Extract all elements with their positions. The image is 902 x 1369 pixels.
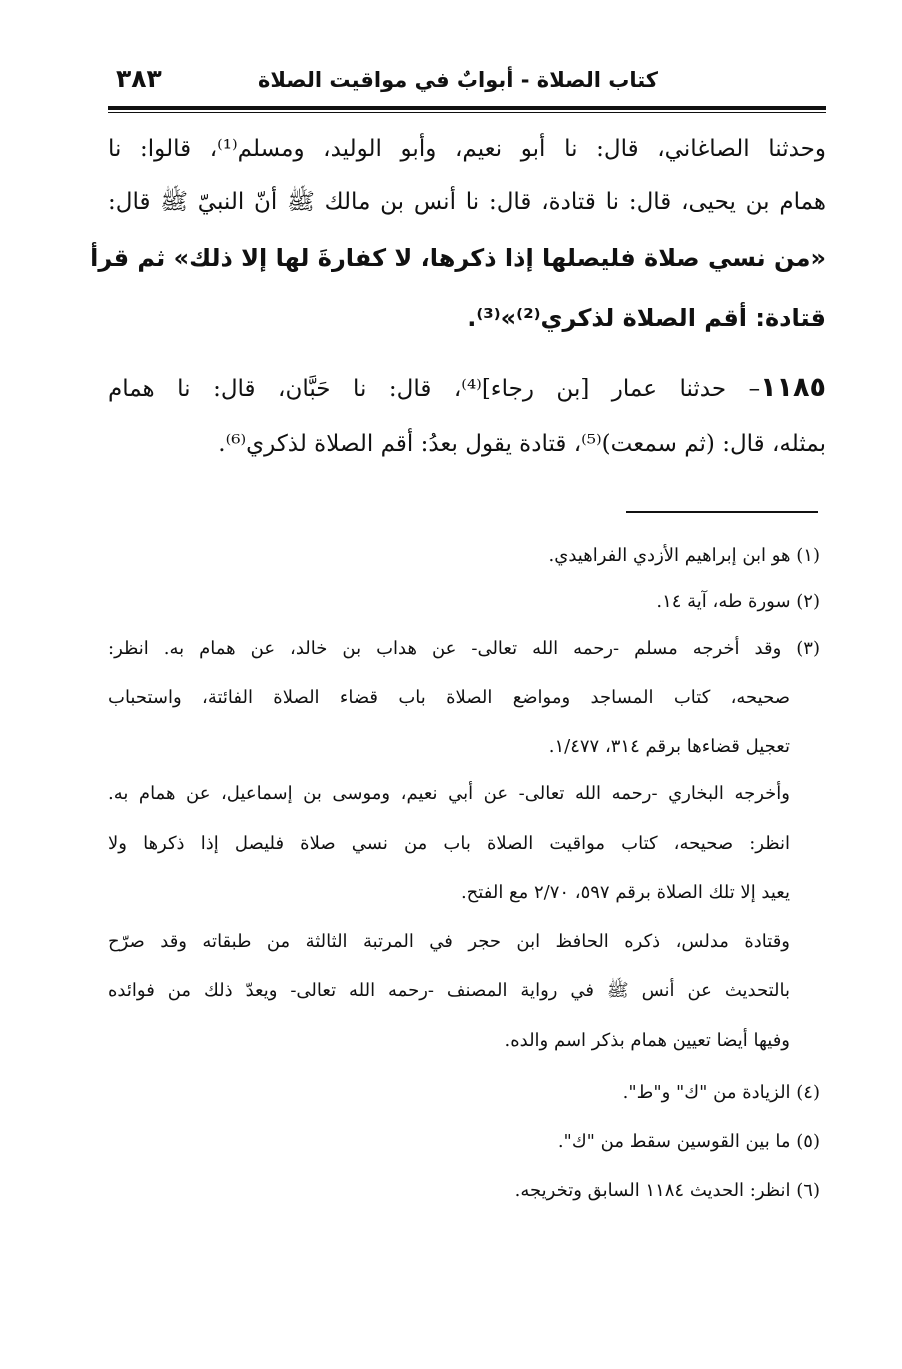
- body-line-4: قتادة: أقم الصلاة لذكري⁽²⁾»⁽³⁾.: [467, 304, 826, 332]
- footnote-5: (٥) ما بين القوسين سقط من "ك".: [557, 1131, 820, 1152]
- footnote-3-line-6: يعيد إلا تلك الصلاة برقم ٥٩٧، ٢/٧٠ مع الفتح.: [460, 882, 790, 903]
- header-rule-thin: [108, 112, 826, 113]
- page-number: ٣٨٣: [116, 64, 162, 93]
- footnote-3-line-4: وأخرجه البخاري -رحمه الله تعالى- عن أبي نعيم، وموسى بن إسماعيل، عن همام به.: [108, 783, 790, 804]
- footnote-separator: [626, 511, 818, 513]
- body-line-6: بمثله، قال: (ثم سمعت)⁽⁵⁾، قتادة يقول بعدُ: أقم الصلاة لذكري⁽⁶⁾.: [218, 431, 826, 457]
- footnote-4: (٤) الزيادة من "ك" و"ط".: [622, 1082, 820, 1103]
- header-rule-thick: [108, 106, 826, 110]
- footnote-3-line-9: وفيها أيضا تعيين همام بذكر اسم والده.: [504, 1030, 790, 1051]
- body-line-5: [108, 364, 826, 412]
- footnote-3-line-7: وقتادة مدلس، ذكره الحافظ ابن حجر في المرتبة الثالثة من طبقاته وقد صرّح: [108, 931, 790, 952]
- hadith-number: ١١٨٥: [760, 372, 826, 403]
- footnote-6: (٦) انظر: الحديث ١١٨٤ السابق وتخريجه.: [514, 1180, 820, 1201]
- footnote-3-line-5: انظر: صحيحه، كتاب مواقيت الصلاة باب من نسي صلاة فليصل إذا ذكرها ولا: [108, 833, 790, 854]
- running-title: كتاب الصلاة - أبوابٌ في مواقيت الصلاة: [257, 68, 658, 92]
- body-line-5-text: – حدثنا عمار [بن رجاء]⁽⁴⁾، قال: نا حَبَّان، قال: نا همام: [108, 376, 761, 402]
- footnote-1: (١) هو ابن إبراهيم الأزدي الفراهيدي.: [548, 545, 820, 566]
- body-line-2: همام بن يحيى، قال: نا قتادة، قال: نا أنس بن مالك ﷺ أنّ النبيّ ﷺ قال:: [108, 189, 826, 215]
- body-line-3-hadith-text: «من نسي صلاة فليصلها إذا ذكرها، لا كفارةَ لها إلا ذلك» ثم قرأ: [90, 244, 826, 272]
- footnote-3-line-1: (٣) وقد أخرجه مسلم -رحمه الله تعالى- عن هداب بن خالد، عن همام به. انظر:: [108, 638, 820, 659]
- footnote-3-line-3: تعجيل قضاءها برقم ٣١٤، ١/٤٧٧.: [548, 736, 790, 757]
- footnote-3-line-2: صحيحه، كتاب المساجد ومواضع الصلاة باب قضاء الصلاة الفائتة، واستحباب: [108, 687, 790, 708]
- body-line-1: وحدثنا الصاغاني، قال: نا أبو نعيم، وأبو الوليد، ومسلم⁽¹⁾، قالوا: نا: [108, 136, 826, 162]
- page-header: [108, 60, 826, 104]
- footnote-3-line-8: بالتحديث عن أنس ﷺ في رواية المصنف -رحمه الله تعالى- ويعدّ ذلك من فوائده: [108, 980, 790, 1001]
- footnote-2: (٢) سورة طه، آية ١٤.: [656, 591, 820, 612]
